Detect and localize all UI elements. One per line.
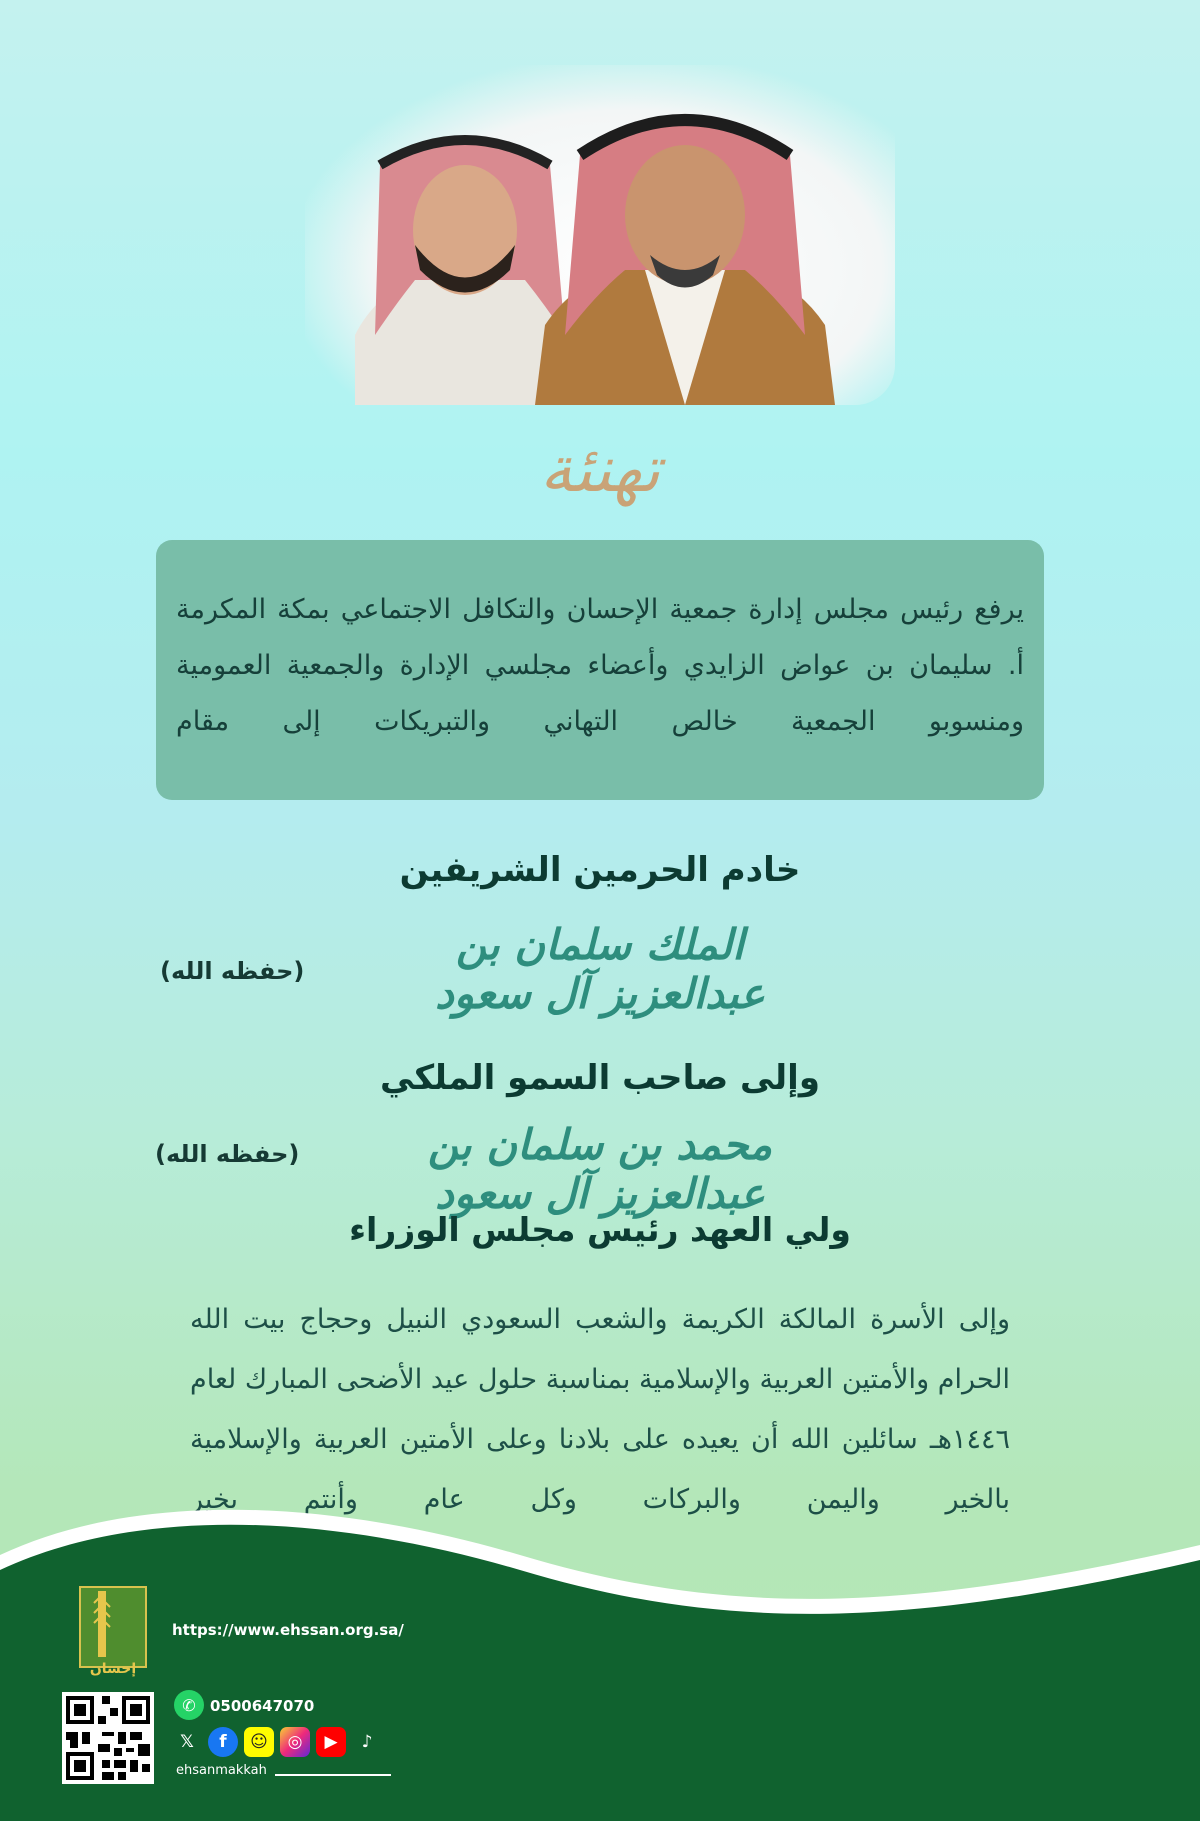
crown-prince-prayer: (حفظه الله) <box>155 1140 300 1168</box>
crown-prince-name-calligraphy: محمد بن سلمان بن عبدالعزيز آل سعود <box>427 1120 773 1218</box>
congratulation-title: تهنئة <box>539 433 661 507</box>
youtube-icon[interactable]: ▶ <box>316 1727 346 1757</box>
king-heading: خادم الحرمين الشريفين <box>399 850 801 890</box>
whatsapp-icon[interactable]: ✆ <box>174 1690 204 1720</box>
crown-prince-heading: وإلى صاحب السمو الملكي <box>380 1058 820 1098</box>
instagram-icon[interactable]: ◎ <box>280 1727 310 1757</box>
x-icon[interactable]: 𝕏 <box>180 1732 194 1752</box>
crown-prince-title: ولي العهد رئيس مجلس الوزراء <box>349 1210 851 1249</box>
phone-number[interactable]: 0500647070 <box>210 1697 315 1715</box>
closing-text: وإلى الأسرة المالكة الكريمة والشعب السعودي النبيل وحجاج بيت الله الحرام والأمتين العربية والإسلامية بمناسبة حلول عيد الأضحى المبارك لعام ١٤٤٦هـ سائلين الله أن يعيده على بلادنا وعلى الأمتين العربية والإسلامية بالخير واليمن والبركات وكل عام وأنتم بخير <box>190 1304 1010 1515</box>
intro-box <box>156 540 1044 800</box>
website-link[interactable]: https://www.ehssan.org.sa/ <box>172 1621 404 1639</box>
snapchat-icon[interactable]: ☺ <box>244 1727 274 1757</box>
facebook-icon[interactable]: f <box>208 1727 238 1757</box>
ehsan-logo[interactable] <box>70 1585 156 1677</box>
handle-underline <box>275 1774 391 1776</box>
tiktok-icon[interactable]: ♪ <box>361 1732 373 1752</box>
intro-text: يرفع رئيس مجلس إدارة جمعية الإحسان والتكافل الاجتماعي بمكة المكرمة أ. سليمان بن عواض الزايدي وأعضاء مجلسي الإدارة والجمعية العمومية ومنسوبو الجمعية خالص التهاني والتبريكات إلى مقام <box>176 594 1024 737</box>
leaders-portraits <box>305 65 895 405</box>
social-handle[interactable]: ehsanmakkah <box>176 1763 267 1778</box>
king-prayer: (حفظه الله) <box>160 957 305 985</box>
closing-paragraph <box>190 1290 1010 1530</box>
social-icons <box>172 1727 382 1757</box>
king-name-calligraphy: الملك سلمان بن عبدالعزيز آل سعود <box>435 920 765 1018</box>
qr-code[interactable] <box>62 1692 154 1784</box>
logo-text: إحسان <box>89 1661 137 1677</box>
king-portrait <box>535 85 835 405</box>
